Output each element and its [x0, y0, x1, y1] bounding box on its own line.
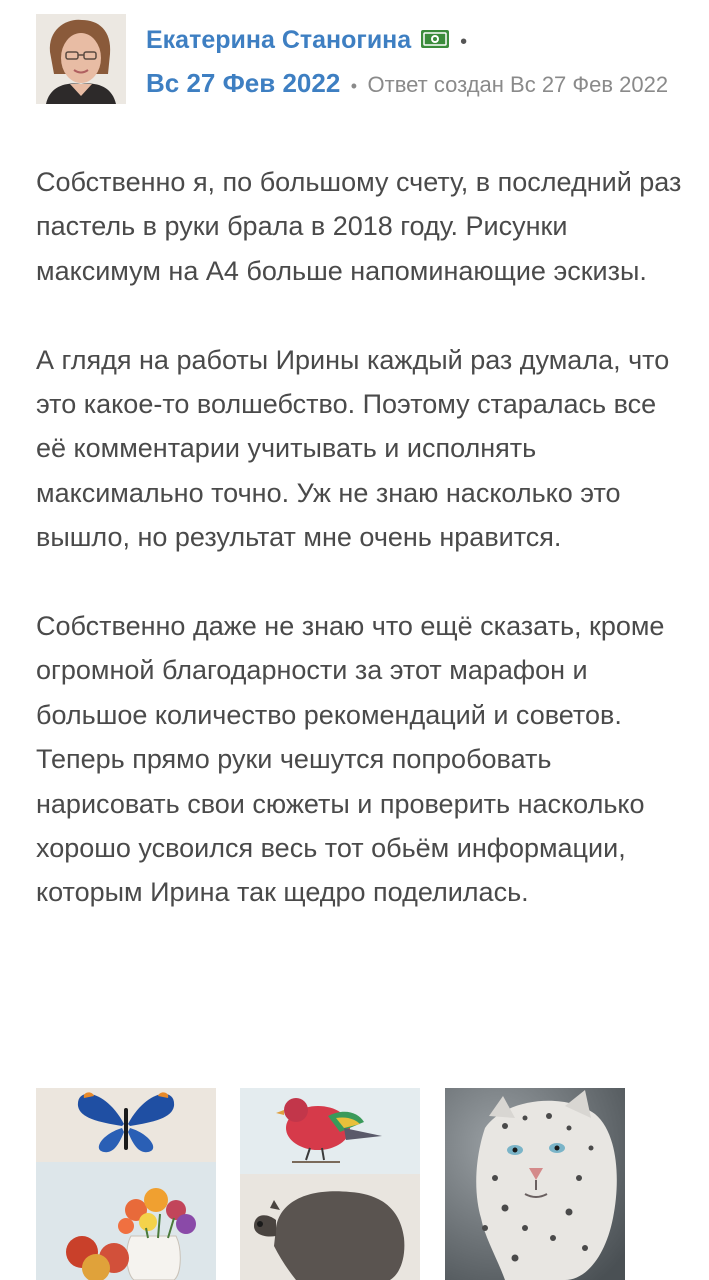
post-meta	[146, 60, 686, 111]
paragraph-3: Собственно даже не знаю что ещё сказать, кроме огромной благодарности за этот марафон и большое количество рекомендаций и советов. Теперь прямо руки чешутся попробовать нарисовать свои сюжеты и проверить насколько хорошо усвоился весь тот обьём информации, которым Ирина так щедро поделилась.	[36, 611, 665, 908]
author-separator: •	[460, 31, 468, 53]
attachment-thumbnail-3[interactable]	[445, 1088, 625, 1280]
paragraph-2: А глядя на работы Ирины каждый раз думала, что это какое-то волшебство. Поэтому старалась все её комментарии учитывать и исполнять максимально точно. Уж не знаю насколько это вышло, но результат мне очень нравится.	[36, 344, 670, 553]
attachment-thumbnail-1[interactable]	[36, 1088, 216, 1280]
author-name-link[interactable]: Екатерина Станогина	[146, 26, 412, 54]
money-icon	[420, 24, 450, 46]
post-body	[36, 160, 686, 959]
post-date-link[interactable]: Вс 27 Фев 2022	[146, 68, 341, 98]
created-label: Ответ создан Вс 27 Фев 2022	[367, 72, 669, 97]
snow-leopard-image	[445, 1088, 625, 1280]
butterfly-flowers-image	[36, 1088, 216, 1280]
bird-bear-image	[240, 1088, 420, 1280]
author-row	[146, 18, 686, 66]
author-avatar[interactable]	[36, 14, 126, 104]
meta-separator: •	[350, 76, 358, 96]
avatar-photo	[36, 14, 126, 104]
paragraph-1: Собственно я, по большому счету, в последний раз пастель в руки брала в 2018 году. Рисунки максимум на А4 больше напоминающие эскизы.	[36, 167, 682, 286]
attachment-thumbnail-2[interactable]	[240, 1088, 420, 1280]
